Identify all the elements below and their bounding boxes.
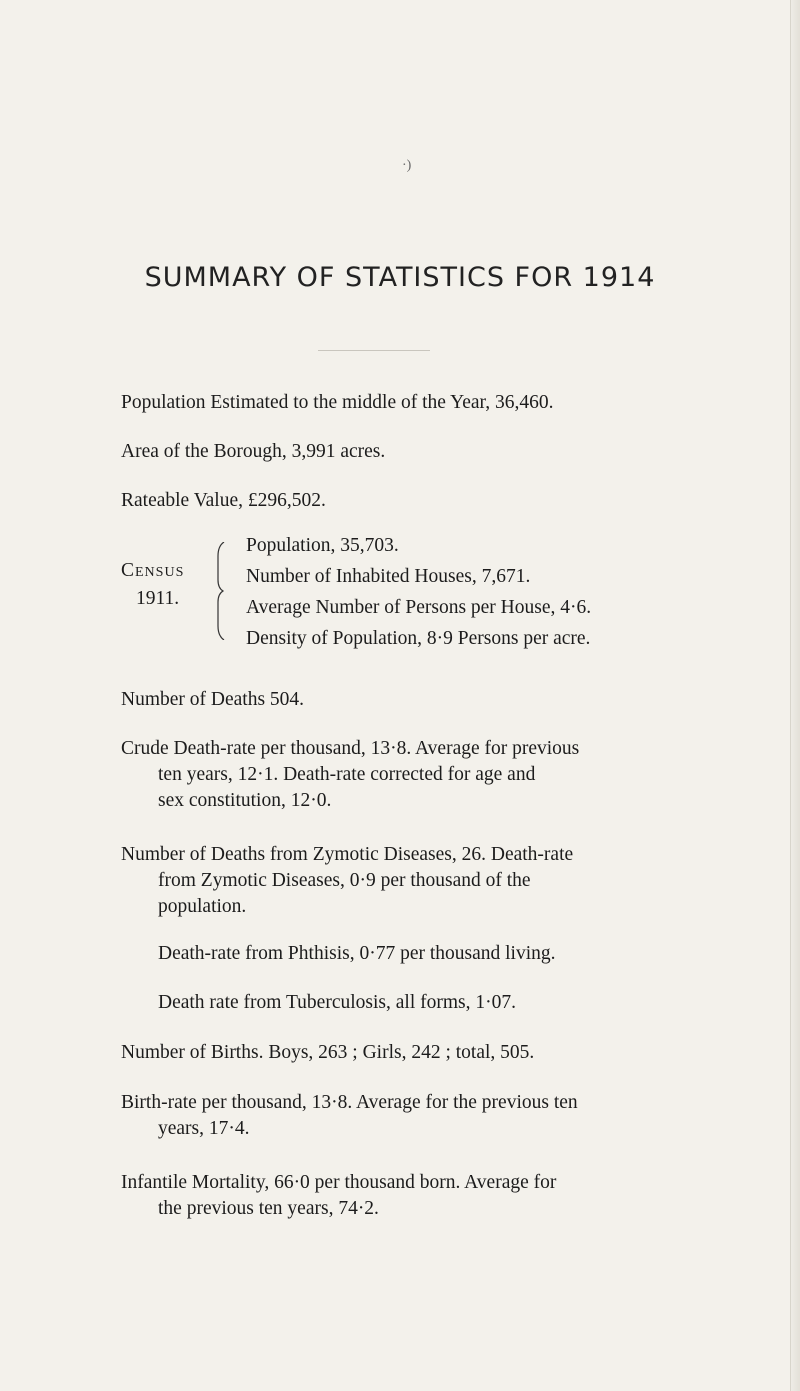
census-label-text: Census <box>121 560 185 581</box>
zymotic-deaths <box>121 842 573 920</box>
infantile-mortality <box>121 1170 556 1222</box>
rateable-value: Rateable Value, £296,502. <box>121 490 326 511</box>
crude-death-rate <box>121 736 579 814</box>
births-count: Number of Births. Boys, 263 ; Girls, 242 ; total, 505. <box>121 1042 535 1063</box>
birth-rate-line2: years, 17·4. <box>158 1118 250 1139</box>
population-estimate: Population Estimated to the middle of the Year, 36,460. <box>121 392 554 413</box>
census-density: Density of Population, 8·9 Persons per acre. <box>246 628 591 649</box>
deaths-count: Number of Deaths 504. <box>121 689 305 710</box>
census-items <box>246 530 591 654</box>
birth-rate <box>121 1090 578 1142</box>
zymotic-line2: from Zymotic Diseases, 0·9 per thousand of the <box>158 870 531 891</box>
infantile-line2: the previous ten years, 74·2. <box>158 1198 379 1219</box>
zymotic-line3: population. <box>158 896 247 917</box>
page-edge <box>790 0 800 1391</box>
census-population: Population, 35,703. <box>246 535 399 556</box>
page-title: SUMMARY OF STATISTICS FOR 1914 <box>144 262 656 293</box>
census-persons-per-house: Average Number of Persons per House, 4·6. <box>246 597 592 618</box>
census-houses: Number of Inhabited Houses, 7,671. <box>246 566 531 587</box>
infantile-line1: Infantile Mortality, 66·0 per thousand born. Average for <box>121 1172 557 1193</box>
page-mark: ·) <box>402 158 412 173</box>
borough-area: Area of the Borough, 3,991 acres. <box>121 441 386 462</box>
tuberculosis-rate: Death rate from Tuberculosis, all forms, 1·07. <box>158 992 516 1013</box>
census-brace <box>216 542 226 640</box>
birth-rate-line1: Birth-rate per thousand, 13·8. Average for the previous ten <box>121 1092 578 1113</box>
phthisis-rate: Death-rate from Phthisis, 0·77 per thousand living. <box>158 943 556 964</box>
crude-death-rate-line2: ten years, 12·1. Death-rate corrected for age and <box>158 764 536 785</box>
crude-death-rate-line3: sex constitution, 12·0. <box>158 790 332 811</box>
census-label <box>121 557 184 613</box>
zymotic-line1: Number of Deaths from Zymotic Diseases, 26. Death-rate <box>121 844 574 865</box>
census-year: 1911. <box>136 588 180 609</box>
title-divider <box>318 350 430 351</box>
crude-death-rate-line1: Crude Death-rate per thousand, 13·8. Average for previous <box>121 738 580 759</box>
